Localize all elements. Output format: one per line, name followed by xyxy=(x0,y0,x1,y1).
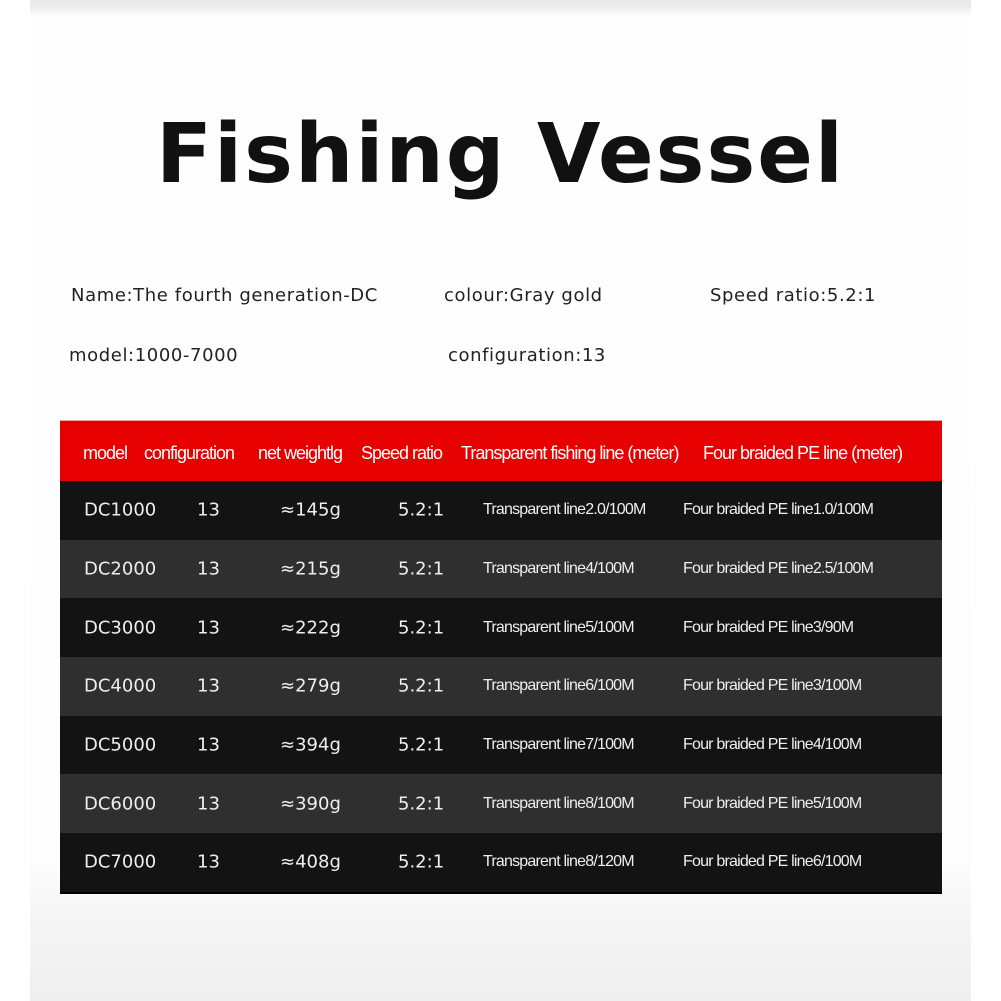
table-row xyxy=(60,657,942,716)
cell-configuration: 13 xyxy=(197,617,220,639)
cell-speed-ratio: 5.2:1 xyxy=(398,851,445,873)
cell-configuration: 13 xyxy=(197,675,220,697)
cell-net-weight: ≈215g xyxy=(280,558,341,580)
spec-table xyxy=(60,420,942,894)
table-header xyxy=(60,420,942,481)
cell-speed-ratio: 5.2:1 xyxy=(398,617,445,639)
header-model: model xyxy=(83,443,128,463)
panel-top-shadow xyxy=(30,0,971,16)
cell-pe-line: Four braided PE line6/100M xyxy=(683,853,862,871)
cell-net-weight: ≈145g xyxy=(280,499,341,521)
cell-net-weight: ≈279g xyxy=(280,675,341,697)
header-configuration: configuration xyxy=(144,443,235,463)
cell-pe-line: Four braided PE line2.5/100M xyxy=(683,560,874,578)
table-row xyxy=(60,540,942,599)
cell-net-weight: ≈222g xyxy=(280,617,341,639)
spec-speed-ratio: Speed ratio:5.2:1 xyxy=(710,285,877,306)
table-bottom-border xyxy=(60,892,942,894)
table-row xyxy=(60,774,942,833)
cell-model: DC6000 xyxy=(84,793,157,815)
cell-speed-ratio: 5.2:1 xyxy=(398,499,445,521)
cell-pe-line: Four braided PE line3/100M xyxy=(683,677,862,695)
cell-pe-line: Four braided PE line3/90M xyxy=(683,618,854,636)
cell-transparent-line: Transparent line8/100M xyxy=(483,794,634,812)
cell-configuration: 13 xyxy=(197,734,220,756)
table-row xyxy=(60,598,942,657)
spec-name: Name:The fourth generation-DC xyxy=(71,285,378,306)
cell-model: DC5000 xyxy=(84,734,157,756)
header-transparent-line: Transparent fishing line (meter) xyxy=(461,443,679,463)
cell-transparent-line: Transparent line2.0/100M xyxy=(483,501,646,519)
cell-model: DC2000 xyxy=(84,558,157,580)
spec-model: model:1000-7000 xyxy=(69,345,239,366)
cell-net-weight: ≈408g xyxy=(280,851,341,873)
cell-transparent-line: Transparent line6/100M xyxy=(483,677,634,695)
cell-configuration: 13 xyxy=(197,558,220,580)
cell-configuration: 13 xyxy=(197,499,220,521)
cell-pe-line: Four braided PE line4/100M xyxy=(683,736,862,754)
cell-speed-ratio: 5.2:1 xyxy=(398,793,445,815)
cell-model: DC3000 xyxy=(84,617,157,639)
table-row xyxy=(60,716,942,775)
cell-net-weight: ≈394g xyxy=(280,734,341,756)
cell-speed-ratio: 5.2:1 xyxy=(398,734,445,756)
spec-colour: colour:Gray gold xyxy=(444,285,603,306)
spec-configuration: configuration:13 xyxy=(448,345,606,366)
header-net-weight: net weightlg xyxy=(258,443,343,463)
cell-pe-line: Four braided PE line5/100M xyxy=(683,794,862,812)
header-speed-ratio: Speed ratio xyxy=(361,443,443,463)
header-pe-line: Four braided PE line (meter) xyxy=(703,443,903,463)
cell-model: DC1000 xyxy=(84,499,157,521)
page-title: Fishing Vessel xyxy=(156,107,845,202)
cell-speed-ratio: 5.2:1 xyxy=(398,675,445,697)
cell-configuration: 13 xyxy=(197,793,220,815)
cell-transparent-line: Transparent line5/100M xyxy=(483,618,634,636)
cell-transparent-line: Transparent line7/100M xyxy=(483,736,634,754)
cell-model: DC7000 xyxy=(84,851,157,873)
cell-pe-line: Four braided PE line1.0/100M xyxy=(683,501,874,519)
table-row xyxy=(60,481,942,540)
cell-transparent-line: Transparent line8/120M xyxy=(483,853,634,871)
cell-net-weight: ≈390g xyxy=(280,793,341,815)
cell-model: DC4000 xyxy=(84,675,157,697)
cell-speed-ratio: 5.2:1 xyxy=(398,558,445,580)
cell-configuration: 13 xyxy=(197,851,220,873)
cell-transparent-line: Transparent line4/100M xyxy=(483,560,634,578)
table-row xyxy=(60,833,942,892)
